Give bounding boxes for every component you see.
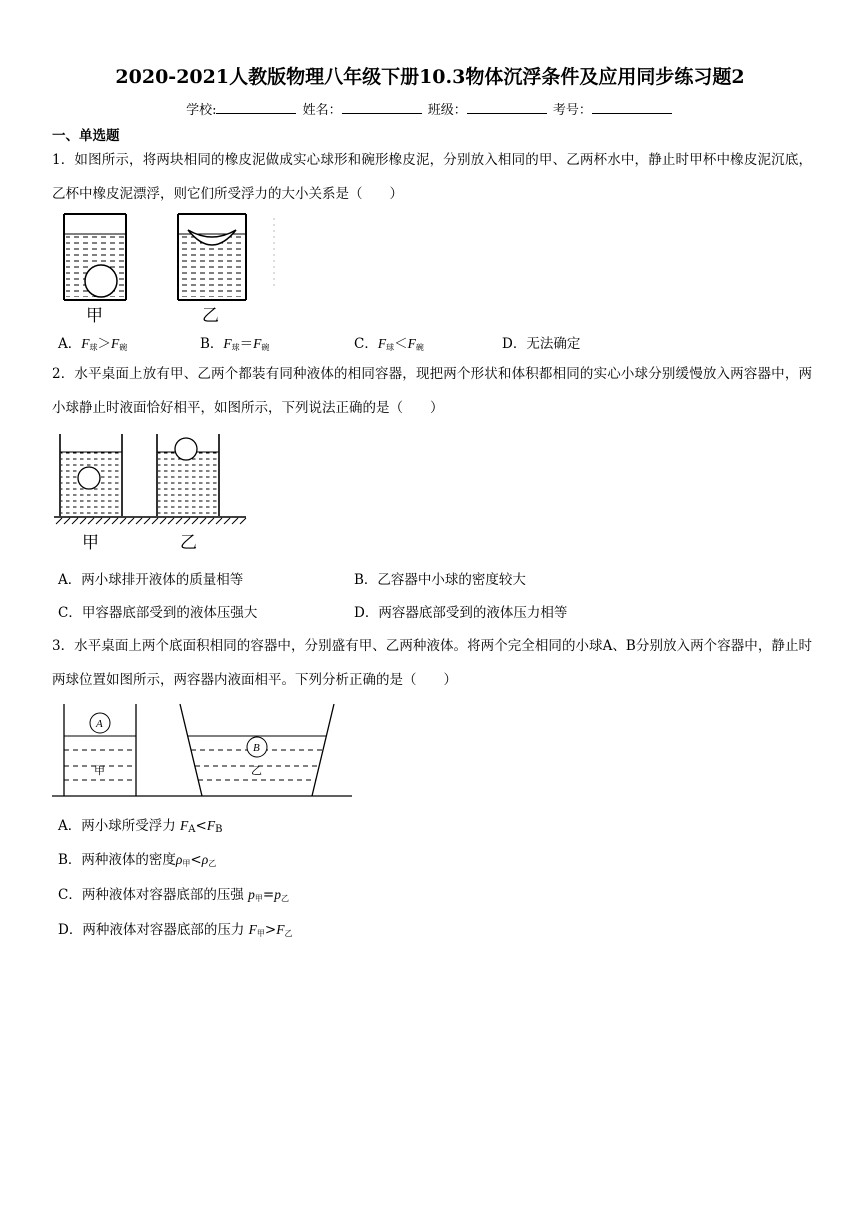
fig1-label-yi: 乙 <box>202 306 219 325</box>
class-blank[interactable] <box>467 101 547 114</box>
school-label: 学校: <box>186 103 217 118</box>
option-sub: 乙 <box>280 894 289 903</box>
option-sub: 乙 <box>208 859 217 868</box>
option-symbol: F <box>180 818 189 833</box>
q2-option-c[interactable]: C．甲容器底部受到的液体压强大 <box>58 605 258 621</box>
q3-option-c[interactable] <box>58 883 289 904</box>
option-symbol: p <box>248 887 255 902</box>
id-blank[interactable] <box>592 101 672 114</box>
option-symbol: ρ <box>201 852 209 867</box>
id-label: 考号： <box>552 103 592 118</box>
option-symbol: F <box>253 336 262 351</box>
container-yi <box>157 434 219 516</box>
option-sub: 甲 <box>256 929 265 938</box>
option-text: B．两种液体的密度 <box>58 852 176 868</box>
clay-ball <box>85 265 117 297</box>
class-label: 班级： <box>427 103 467 118</box>
option-text: A．两小球所受浮力 <box>58 818 181 834</box>
fig1-label-jia: 甲 <box>86 306 103 325</box>
option-symbol: F <box>81 336 90 351</box>
section-title: 一、单选题 <box>52 128 120 144</box>
ball-yi <box>175 438 197 460</box>
question-2-text: 2．水平桌面上放有甲、乙两个都装有同种液体的相同容器，现把两个形状和体积都相同的实心小球分别缓慢放入两容器中，两小球静止时液面恰好相平，如图所示，下列说法正确的是（ ） <box>52 366 812 416</box>
option-prefix: C． <box>354 336 378 352</box>
q2-option-b[interactable]: B．乙容器中小球的密度较大 <box>354 572 526 588</box>
container-a <box>64 704 136 796</box>
option-prefix: A． <box>58 336 82 352</box>
liquid-a-label: 甲 <box>94 764 105 777</box>
option-symbol: F <box>248 922 257 937</box>
cup-jia <box>64 214 126 300</box>
option-op: < <box>190 852 202 868</box>
option-sub: 碗 <box>261 343 270 352</box>
option-op: ＝ <box>239 336 254 352</box>
tabletop <box>54 517 246 524</box>
q2-option-a[interactable]: A．两小球排开液体的质量相等 <box>58 572 244 588</box>
option-op: > <box>264 922 277 938</box>
option-prefix: B． <box>200 336 224 352</box>
option-symbol: p <box>274 887 281 902</box>
option-sub: 球 <box>231 343 240 352</box>
q3-option-a[interactable] <box>58 814 222 835</box>
q3-figure <box>52 700 354 800</box>
ball-a-label: A <box>96 718 103 730</box>
q2-figure <box>52 432 248 554</box>
ball-b-label: B <box>253 742 260 754</box>
option-symbol: F <box>206 818 216 833</box>
name-label: 姓名： <box>302 103 342 118</box>
option-op: = <box>262 887 275 903</box>
option-symbol: F <box>276 922 285 937</box>
option-op: ＜ <box>394 336 408 352</box>
option-symbol: F <box>111 336 120 351</box>
option-symbol: F <box>407 336 416 351</box>
liquid-b-label: 乙 <box>251 764 262 777</box>
q3-option-b[interactable] <box>58 848 216 869</box>
container-b <box>180 704 334 796</box>
option-sub: 甲 <box>182 859 191 868</box>
question-3-text: 3．水平桌面上两个底面积相同的容器中，分别盛有甲、乙两种液体。将两个完全相同的小球A、B分别放入两个容器中，静止时两球位置如图所示，两容器内液面相平。下列分析正确的是（ ） <box>52 638 812 688</box>
option-sub: B <box>215 824 223 835</box>
container-jia <box>60 434 122 516</box>
question-1-text: 1．如图所示，将两块相同的橡皮泥做成实心球形和碗形橡皮泥，分别放入相同的甲、乙两杯水中，静止时甲杯中橡皮泥沉底，乙杯中橡皮泥漂浮，则它们所受浮力的大小关系是（ ） <box>52 152 812 202</box>
student-info-line <box>0 99 860 118</box>
option-text: D．两种液体对容器底部的压力 <box>58 922 249 938</box>
option-sub: 球 <box>89 343 98 352</box>
q3-option-d[interactable] <box>58 918 292 939</box>
option-text: C．两种液体对容器底部的压强 <box>58 887 249 903</box>
q2-option-d[interactable]: D．两容器底部受到的液体压力相等 <box>354 605 568 621</box>
page-title: 2020-2021人教版物理八年级下册10.3物体沉浮条件及应用同步练习题2 <box>115 66 745 88</box>
fig2-label-jia: 甲 <box>82 533 99 553</box>
q1-option-c[interactable] <box>354 332 424 353</box>
school-blank[interactable] <box>216 101 296 114</box>
option-op: ＞ <box>97 336 111 352</box>
name-blank[interactable] <box>342 101 422 114</box>
option-sub: 甲 <box>254 894 263 903</box>
option-sub: 碗 <box>415 343 424 352</box>
option-sub: 球 <box>386 343 395 352</box>
option-sub: 碗 <box>119 343 128 352</box>
q1-figure <box>56 210 286 325</box>
q1-option-a[interactable] <box>58 332 127 353</box>
fig2-label-yi: 乙 <box>180 533 197 553</box>
q1-option-d[interactable]: D．无法确定 <box>502 336 581 352</box>
option-op: < <box>195 818 207 834</box>
option-symbol: F <box>223 336 232 351</box>
option-sub: A <box>188 824 196 835</box>
q1-option-b[interactable] <box>200 332 269 353</box>
option-sub: 乙 <box>284 929 293 938</box>
ball-jia <box>78 467 100 489</box>
option-symbol: ρ <box>175 852 183 867</box>
cup-yi <box>178 214 246 300</box>
option-symbol: F <box>377 336 387 351</box>
